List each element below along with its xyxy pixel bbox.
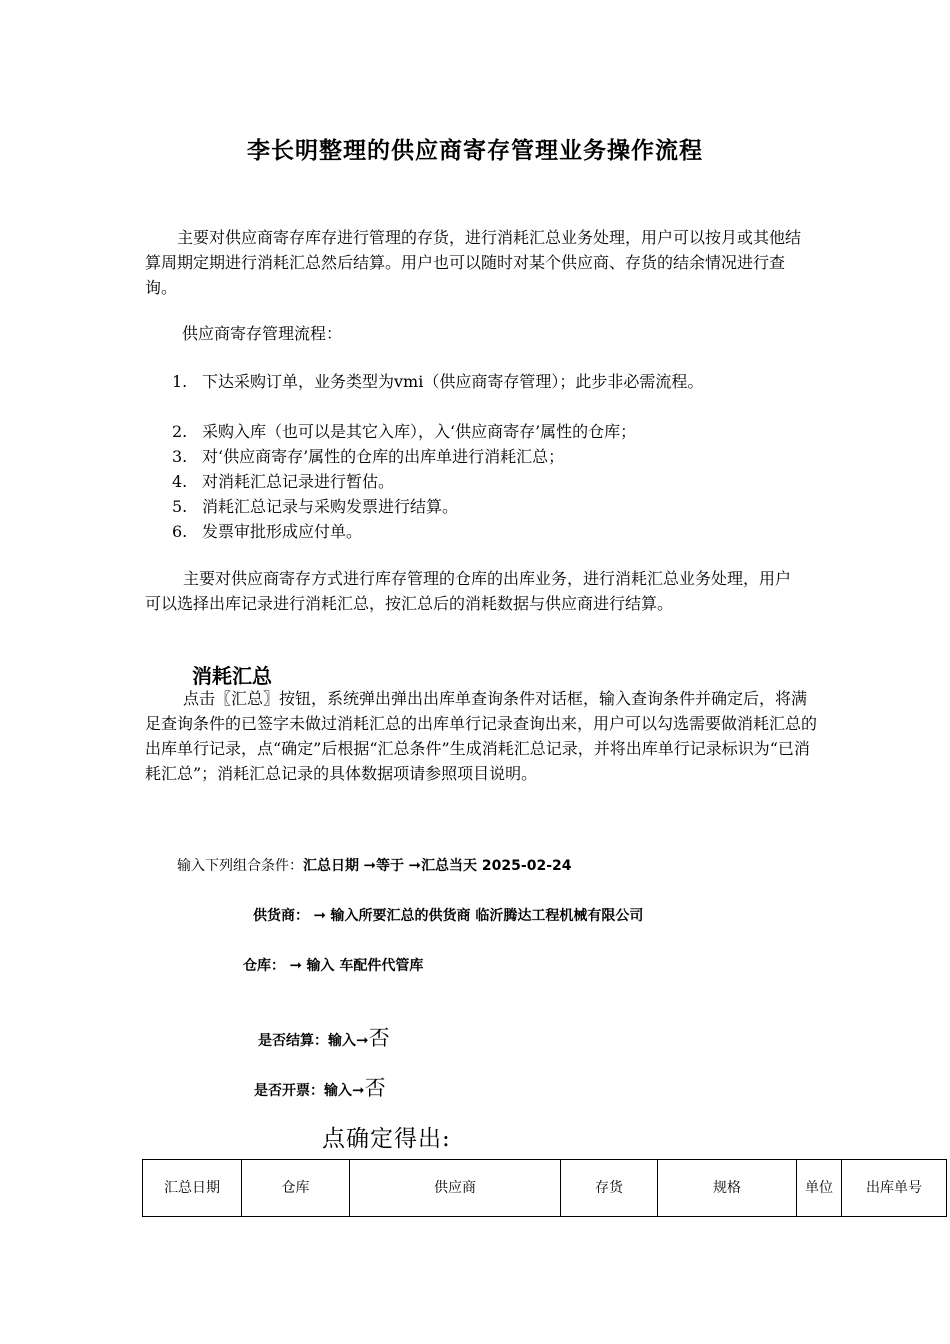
- arrow-icon: ➞: [363, 856, 377, 874]
- step-item: 5. 消耗汇总记录与采购发票进行结算。: [172, 497, 459, 516]
- header-cell: 单位: [797, 1160, 842, 1217]
- step-item: 2. 采购入库（也可以是其它入库），入‘供应商寄存’属性的仓库；: [172, 422, 637, 441]
- step-item: 4. 对消耗汇总记录进行暂估。: [172, 472, 395, 491]
- condition-invoiced-row: 是否开票：输入➞否: [254, 1076, 386, 1100]
- step-item: 1. 下达采购订单，业务类型为vmi（供应商寄存管理）；此步非必需流程。: [172, 372, 704, 391]
- header-cell: 供应商: [350, 1160, 561, 1217]
- arrow-icon: ➞: [352, 1081, 365, 1099]
- result-table: [142, 1159, 947, 1217]
- header-cell: 存货: [561, 1160, 658, 1217]
- intro-paragraph: 主要对供应商寄存库存进行管理的存货，进行消耗汇总业务处理，用户可以按月或其他结算周期定期进行消耗汇总然后结算。用户也可以随时对某个供应商、存货的结余情况进行查询。: [145, 228, 802, 297]
- section-heading: 消耗汇总: [192, 664, 272, 688]
- arrow-icon: ➞: [289, 956, 303, 974]
- arrow-icon: ➞: [408, 856, 422, 874]
- condition-date-row: 输入下列组合条件：汇总日期 ➞等于 ➞汇总当天 2025-02-24: [177, 856, 572, 874]
- header-cell: 仓库: [242, 1160, 350, 1217]
- confirm-caption: 点确定得出:: [322, 1126, 451, 1152]
- step-item: 3. 对‘供应商寄存’属性的仓库的出库单进行消耗汇总；: [172, 447, 565, 466]
- flow-label: 供应商寄存管理流程：: [182, 324, 343, 343]
- step-list: [172, 369, 703, 394]
- step-item: 6. 发票审批形成应付单。: [172, 522, 363, 541]
- vmi-paragraph: 主要对供应商寄存方式进行库存管理的仓库的出库业务，进行消耗汇总业务处理，用户可以选择出库记录进行消耗汇总，按汇总后的消耗数据与供应商进行结算。: [145, 569, 792, 613]
- summary-paragraph: 点击〖汇总〗按钮，系统弹出弹出出库单查询条件对话框，输入查询条件并确定后，将满足查询条件的已签字未做过消耗汇总的出库单行记录查询出来，用户可以勾选需要做消耗汇总的出库单行记录，点“确定”后根据“汇总条件”生成消耗汇总记录，并将出库单行记录标识为“已消耗汇总”；消耗汇总记录的具体数据项请参照项目说明。: [145, 689, 818, 783]
- step-list-continued: [172, 419, 636, 544]
- condition-warehouse-row: 仓库： ➞ 输入 车配件代管库: [243, 956, 424, 974]
- header-cell: 汇总日期: [143, 1160, 242, 1217]
- header-cell: 规格: [658, 1160, 797, 1217]
- condition-supplier-row: 供货商： ➞ 输入所要汇总的供货商 临沂腾达工程机械有限公司: [253, 906, 644, 924]
- table-header-row: [143, 1160, 947, 1217]
- condition-settled-row: 是否结算：输入➞否: [258, 1026, 390, 1050]
- arrow-icon: ➞: [356, 1031, 369, 1049]
- header-cell: 出库单号: [842, 1160, 947, 1217]
- arrow-icon: ➞: [313, 906, 327, 924]
- document-title: 李长明整理的供应商寄存管理业务操作流程: [247, 138, 703, 164]
